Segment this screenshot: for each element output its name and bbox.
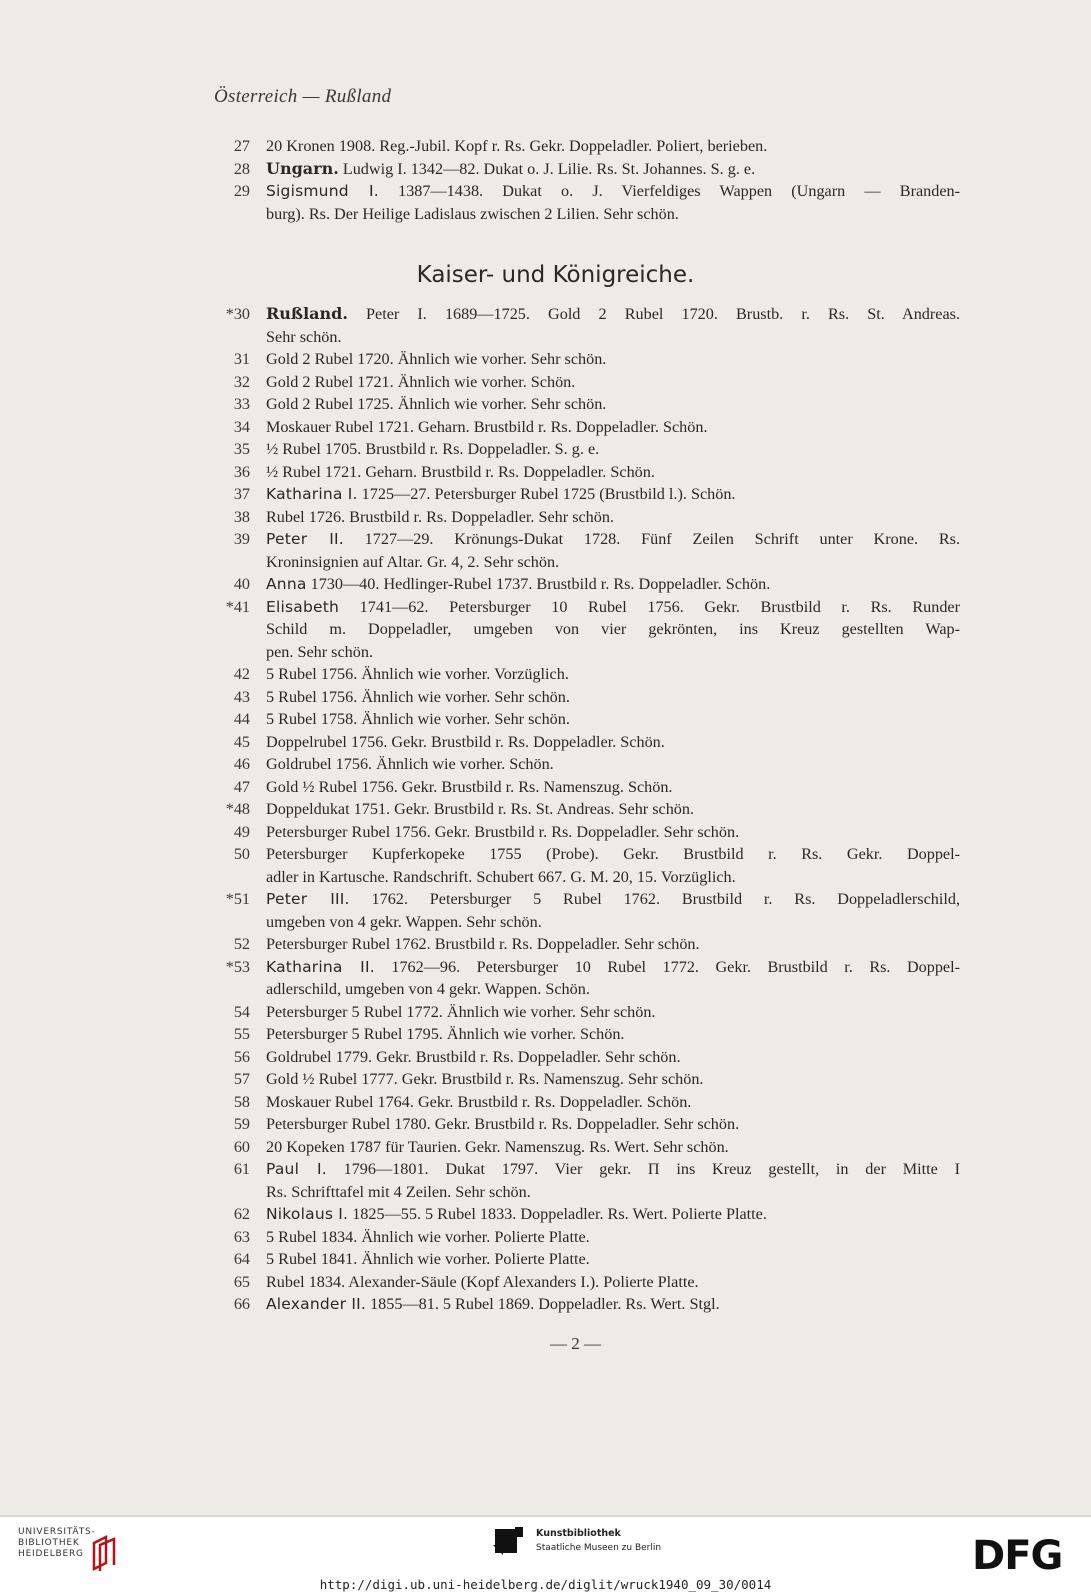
ruler-name: Nikolaus I. [266, 1205, 349, 1223]
entry-text: Rs. Schrifttafel mit 4 Zeilen. Sehr schön. [266, 1182, 531, 1201]
catalog-entry [218, 1023, 960, 1046]
entry-text: 1762—96. Petersburger 10 Rubel 1772. Gekr. Brustbild r. Rs. Doppel- [374, 957, 961, 976]
entry-number: 28 [233, 159, 250, 178]
catalog-entry [218, 686, 960, 709]
entry-text: umgeben von 4 gekr. Wappen. Sehr schön. [266, 912, 542, 931]
running-head: Österreich — Rußland [214, 86, 392, 107]
entry-text: Gold ½ Rubel 1777. Gekr. Brustbild r. Rs. Namenszug. Sehr schön. [266, 1070, 704, 1088]
entry-number: 31 [233, 350, 250, 368]
entry-text: 5 Rubel 1756. Ähnlich wie vorher. Sehr schön. [266, 687, 570, 706]
entry-text: Doppeldukat 1751. Gekr. Brustbild r. Rs. St. Andreas. Sehr schön. [266, 800, 695, 818]
ruler-name: Sigismund I. [266, 182, 379, 200]
entry-number: 37 [233, 485, 250, 503]
catalog-entry [218, 1136, 960, 1159]
entry-text: Petersburger Rubel 1780. Gekr. Brustbild r. Rs. Doppeladler. Sehr schön. [266, 1115, 740, 1133]
footer-divider [0, 1515, 1091, 1517]
ruler-name: Katharina II. [266, 957, 375, 976]
ruler-name: Alexander II. [266, 1295, 367, 1313]
entry-line [266, 753, 960, 776]
entry-number: 33 [233, 395, 250, 413]
entry-text: Petersburger 5 Rubel 1795. Ähnlich wie vorher. Schön. [266, 1025, 625, 1043]
entry-number: 39 [233, 530, 250, 548]
entry-line [266, 573, 960, 596]
entry-line [266, 1203, 960, 1226]
entry-line [266, 708, 960, 731]
entry-number: 60 [233, 1137, 250, 1156]
catalog-entry [218, 461, 960, 484]
entry-number: 62 [233, 1205, 250, 1223]
catalog-entry [218, 303, 960, 348]
entry-line [266, 1068, 960, 1091]
entry-line [266, 663, 960, 686]
entry-number: 44 [233, 710, 250, 728]
entry-text: Petersburger 5 Rubel 1772. Ähnlich wie vorher. Sehr schön. [266, 1002, 656, 1021]
entry-number: 54 [233, 1002, 250, 1021]
entry-line [266, 1001, 960, 1024]
ruler-name: Katharina I. [266, 485, 358, 503]
entry-number: 27 [233, 137, 250, 155]
entry-text: Gold 2 Rubel 1725. Ähnlich wie vorher. Sehr schön. [266, 395, 607, 413]
footer-bar [0, 1515, 1091, 1593]
entry-text: 20 Kronen 1908. Reg.-Jubil. Kopf r. Rs. Gekr. Doppeladler. Poliert, berieben. [266, 137, 768, 155]
entry-line [266, 326, 960, 349]
entry-text: Moskauer Rubel 1721. Geharn. Brustbild r. Rs. Doppeladler. Schön. [266, 417, 708, 436]
ub-heidelberg-mark-icon [88, 1533, 126, 1573]
entry-line [266, 618, 960, 641]
entry-line [266, 371, 960, 394]
section-heading: Kaiser- und Königreiche. [416, 262, 695, 288]
entry-line [266, 843, 960, 866]
catalog-entry [218, 1226, 960, 1249]
entry-line [266, 1046, 960, 1069]
entry-line [266, 461, 960, 484]
catalog-entry [218, 573, 960, 596]
entry-number: 40 [233, 575, 250, 593]
entry-number: *51 [225, 890, 250, 908]
entry-line [266, 158, 960, 181]
entry-text: 1762. Petersburger 5 Rubel 1762. Brustbild r. Rs. Doppeladlerschild, [349, 890, 960, 908]
ruler-name: Rußland. [266, 304, 348, 323]
entry-number: 52 [233, 935, 250, 953]
entry-line [266, 203, 960, 226]
entry-line [266, 596, 960, 619]
catalog-entry [218, 821, 960, 844]
entry-line [266, 731, 960, 754]
entry-line [266, 1181, 960, 1204]
entry-text: 5 Rubel 1756. Ähnlich wie vorher. Vorzüglich. [266, 665, 569, 683]
entry-number: 63 [233, 1227, 250, 1246]
entry-text: Gold 2 Rubel 1721. Ähnlich wie vorher. Schön. [266, 372, 576, 391]
catalog-entry [218, 1068, 960, 1091]
entry-number: 64 [233, 1250, 250, 1268]
page-number: — 2 — [550, 1334, 601, 1353]
catalog-entry [218, 663, 960, 686]
ruler-name: Peter II. [266, 530, 344, 548]
entry-number: 42 [233, 665, 250, 683]
kunstbibliothek-logo-icon[interactable] [493, 1525, 527, 1565]
ruler-name: Ungarn. [266, 158, 339, 178]
entry-text: Schild m. Doppeladler, umgeben von vier gekrönten, ins Kreuz gestellten Wap- [266, 620, 960, 638]
entries-russia [218, 303, 960, 1316]
catalog-entry [218, 933, 960, 956]
entry-number: 47 [233, 777, 250, 796]
ruler-name: Paul I. [266, 1160, 327, 1178]
entry-text: ½ Rubel 1721. Geharn. Brustbild r. Rs. Doppeladler. Schön. [266, 462, 655, 481]
catalog-entry [218, 1248, 960, 1271]
entry-line [266, 483, 960, 506]
entry-text: Sehr schön. [266, 327, 342, 346]
catalog-entry [218, 348, 960, 371]
entry-text: Petersburger Rubel 1762. Brustbild r. Rs. Doppeladler. Sehr schön. [266, 935, 700, 953]
entry-text: adlerschild, umgeben von 4 gekr. Wappen. Schön. [266, 980, 590, 998]
catalog-entry [218, 956, 960, 1001]
entry-number: 34 [233, 417, 250, 436]
entry-text: 1825—55. 5 Rubel 1833. Doppeladler. Rs. Wert. Polierte Platte. [348, 1205, 767, 1223]
entries-hungary [218, 135, 960, 225]
kunstbibliothek-text [536, 1527, 661, 1555]
entry-text: Peter I. 1689—1725. Gold 2 Rubel 1720. Brustb. r. Rs. St. Andreas. [347, 305, 960, 323]
entry-line [266, 933, 960, 956]
ub-logo-line2: BIBLIOTHEK [18, 1538, 80, 1548]
catalog-entry [218, 776, 960, 799]
catalog-entry [218, 888, 960, 933]
catalog-entry [218, 1203, 960, 1226]
entry-text: 1741—62. Petersburger 10 Rubel 1756. Gekr. Brustbild r. Rs. Runder [339, 597, 960, 616]
catalog-entry [218, 596, 960, 664]
catalog-entry [218, 180, 960, 225]
entry-text: 1725—27. Petersburger Rubel 1725 (Brustbild l.). Schön. [357, 485, 736, 503]
ruler-name: Peter III. [266, 890, 350, 908]
catalog-entry [218, 708, 960, 731]
entry-text: 5 Rubel 1841. Ähnlich wie vorher. Polierte Platte. [266, 1250, 590, 1268]
entry-text: 1387—1438. Dukat o. J. Vierfeldiges Wappen (Ungarn — Branden- [378, 182, 961, 200]
entry-line [266, 303, 960, 326]
entry-line [266, 1023, 960, 1046]
entry-text: Ludwig I. 1342—82. Dukat o. J. Lilie. Rs. St. Johannes. S. g. e. [338, 159, 756, 178]
entry-text: 1796—1801. Dukat 1797. Vier gekr. П ins Kreuz gestellt, in der Mitte I [326, 1160, 960, 1178]
catalog-entry [218, 753, 960, 776]
source-url[interactable]: http://digi.ub.uni-heidelberg.de/diglit/wruck1940_09_30/0014 [319, 1577, 772, 1592]
entry-line [266, 1226, 960, 1249]
catalog-entry [218, 158, 960, 181]
entry-number: 65 [233, 1272, 250, 1291]
entry-line [266, 911, 960, 934]
catalog-entry [218, 506, 960, 529]
ub-logo-line3: HEIDELBERG [18, 1549, 84, 1559]
entry-number: 35 [233, 440, 250, 458]
entry-line [266, 776, 960, 799]
catalog-entry [218, 371, 960, 394]
entry-line [266, 416, 960, 439]
entry-line [266, 393, 960, 416]
entry-text: 5 Rubel 1834. Ähnlich wie vorher. Polierte Platte. [266, 1227, 590, 1246]
entry-line [266, 956, 960, 979]
entry-line [266, 1248, 960, 1271]
entry-line [266, 135, 960, 158]
entry-line [266, 866, 960, 889]
entry-line [266, 888, 960, 911]
entry-line [266, 506, 960, 529]
ub-heidelberg-logo[interactable] [18, 1527, 96, 1560]
entry-line [266, 180, 960, 203]
entry-text: Gold ½ Rubel 1756. Gekr. Brustbild r. Rs. Namenszug. Schön. [266, 777, 673, 796]
catalog-entry [218, 798, 960, 821]
entry-number: 61 [233, 1160, 250, 1178]
entry-number: 45 [233, 732, 250, 751]
entry-line [266, 1271, 960, 1294]
entry-text: Rubel 1726. Brustbild r. Rs. Doppeladler. Sehr schön. [266, 507, 615, 526]
kunstbibliothek-sub: Staatliche Museen zu Berlin [536, 1543, 662, 1553]
catalog-entry [218, 416, 960, 439]
entry-text: Gold 2 Rubel 1720. Ähnlich wie vorher. Sehr schön. [266, 350, 607, 368]
entry-line [266, 528, 960, 551]
ruler-name: Elisabeth [266, 597, 340, 616]
entry-line [266, 798, 960, 821]
entry-line [266, 978, 960, 1001]
catalog-entry [218, 483, 960, 506]
catalog-entry [218, 1113, 960, 1136]
entry-number: *41 [225, 597, 250, 616]
catalog-entry [218, 528, 960, 573]
entry-text: Doppelrubel 1756. Gekr. Brustbild r. Rs. Doppeladler. Schön. [266, 732, 665, 751]
kunstbibliothek-name: Kunstbibliothek [536, 1528, 621, 1539]
entry-line [266, 1091, 960, 1114]
catalog-entry [218, 393, 960, 416]
catalog-entry [218, 438, 960, 461]
entry-text: Goldrubel 1779. Gekr. Brustbild r. Rs. Doppeladler. Sehr schön. [266, 1047, 681, 1066]
catalog-entry [218, 135, 960, 158]
entry-number: 32 [233, 372, 250, 391]
entry-number: 29 [233, 182, 250, 200]
entry-number: 59 [233, 1115, 250, 1133]
entry-text: adler in Kartusche. Randschrift. Schubert 667. G. M. 20, 15. Vorzüglich. [266, 867, 736, 886]
catalog-entry [218, 1158, 960, 1203]
entry-number: 49 [233, 822, 250, 841]
entry-text: 1730—40. Hedlinger-Rubel 1737. Brustbild r. Rs. Doppeladler. Schön. [306, 575, 771, 593]
entry-text: 1855—81. 5 Rubel 1869. Doppeladler. Rs. Wert. Stgl. [366, 1295, 720, 1313]
entry-line [266, 686, 960, 709]
entry-line [266, 551, 960, 574]
ruler-name: Anna [266, 575, 307, 593]
entry-number: 58 [233, 1092, 250, 1111]
entry-number: 66 [233, 1295, 250, 1313]
entry-text: burg). Rs. Der Heilige Ladislaus zwischen 2 Lilien. Sehr schön. [266, 204, 679, 223]
entry-number: *30 [225, 305, 250, 323]
entry-line [266, 438, 960, 461]
dfg-logo[interactable]: DFG [972, 1533, 1063, 1579]
entry-text: Goldrubel 1756. Ähnlich wie vorher. Schön. [266, 755, 554, 773]
entry-text: ½ Rubel 1705. Brustbild r. Rs. Doppeladler. S. g. e. [266, 440, 600, 458]
catalog-entry [218, 843, 960, 888]
entry-text: 1727—29. Krönungs-Dukat 1728. Fünf Zeilen Schrift unter Krone. Rs. [343, 530, 960, 548]
entry-text: 20 Kopeken 1787 für Taurien. Gekr. Namenszug. Rs. Wert. Sehr schön. [266, 1137, 729, 1156]
entry-number: 38 [233, 507, 250, 526]
catalog-entry [218, 1091, 960, 1114]
entry-text: Rubel 1834. Alexander-Säule (Kopf Alexanders I.). Polierte Platte. [266, 1272, 699, 1291]
entry-number: 56 [233, 1047, 250, 1066]
entry-number: 55 [233, 1025, 250, 1043]
entry-text: Kroninsignien auf Altar. Gr. 4, 2. Sehr schön. [266, 552, 560, 571]
entry-number: 36 [233, 462, 250, 481]
entry-text: 5 Rubel 1758. Ähnlich wie vorher. Sehr schön. [266, 710, 570, 728]
entry-text: Petersburger Kupferkopeke 1755 (Probe). Gekr. Brustbild r. Rs. Gekr. Doppel- [266, 845, 960, 863]
entry-line [266, 348, 960, 371]
catalog-entry [218, 1046, 960, 1069]
entry-number: 57 [233, 1070, 250, 1088]
ub-logo-line1: UNIVERSITÄTS- [18, 1527, 96, 1537]
entry-line [266, 1158, 960, 1181]
catalog-entry [218, 1293, 960, 1316]
entry-number: *48 [225, 800, 250, 818]
entry-line [266, 641, 960, 664]
entry-line [266, 821, 960, 844]
entry-number: 43 [233, 687, 250, 706]
catalog-entry [218, 1271, 960, 1294]
entry-text: pen. Sehr schön. [266, 642, 373, 661]
entry-number: 46 [233, 755, 250, 773]
entry-text: Petersburger Rubel 1756. Gekr. Brustbild r. Rs. Doppeladler. Sehr schön. [266, 822, 740, 841]
catalog-entry [218, 1001, 960, 1024]
entry-line [266, 1113, 960, 1136]
entry-number: 50 [233, 845, 250, 863]
entry-line [266, 1136, 960, 1159]
entry-line [266, 1293, 960, 1316]
entry-text: Moskauer Rubel 1764. Gekr. Brustbild r. Rs. Doppeladler. Schön. [266, 1092, 692, 1111]
catalog-entry [218, 731, 960, 754]
entry-number: *53 [225, 957, 250, 976]
